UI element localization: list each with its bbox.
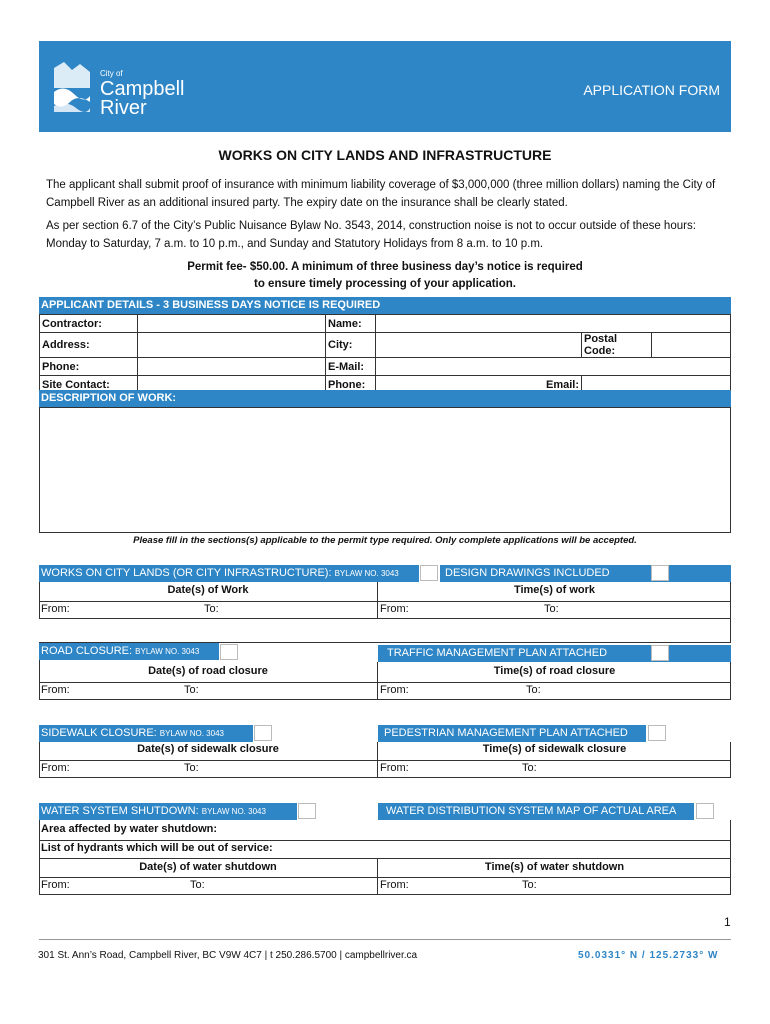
divider — [730, 742, 731, 778]
sidewalk-to-label: To: — [184, 762, 199, 774]
road-to-label: To: — [184, 684, 199, 696]
water-map-label: WATER DISTRIBUTION SYSTEM MAP OF ACTUAL AREA — [386, 805, 677, 817]
water-to-label: To: — [190, 879, 205, 891]
sidewalk-title: SIDEWALK CLOSURE: — [41, 727, 157, 739]
name-field[interactable] — [376, 315, 731, 333]
works-time-from-label: From: — [380, 603, 409, 615]
divider — [730, 820, 731, 895]
phone-label: Phone: — [40, 358, 138, 376]
applicant-details-heading: APPLICANT DETAILS - 3 BUSINESS DAYS NOTICE IS REQUIRED — [39, 297, 731, 314]
email-label: E-Mail: — [326, 358, 376, 376]
site-phone-label: Phone: — [326, 376, 376, 394]
address-field[interactable] — [138, 333, 326, 358]
permit-fee-line-1: Permit fee- $50.00. A minimum of three business day’s notice is required — [187, 261, 583, 273]
works-time-to-label: To: — [544, 603, 559, 615]
water-from-label: From: — [41, 879, 70, 891]
instructions-note: Please fill in the sections(s) applicable to the permit type required. Only complete applications will be accepted. — [133, 535, 637, 546]
divider — [730, 662, 731, 699]
sidewalk-dates-label: Date(s) of sidewalk closure — [137, 743, 279, 755]
divider — [730, 582, 731, 642]
divider — [39, 618, 731, 619]
divider — [39, 742, 40, 778]
water-map-heading — [378, 803, 694, 820]
campbell-river-logo-icon — [50, 58, 94, 116]
divider — [39, 877, 731, 878]
site-email-label: Email: — [545, 378, 579, 391]
works-dates-label: Date(s) of Work — [167, 584, 249, 596]
divider — [39, 858, 731, 859]
works-from-label: From: — [41, 603, 70, 615]
road-from-label: From: — [41, 684, 70, 696]
divider — [39, 760, 731, 761]
permit-fee-line-2: to ensure timely processing of your application. — [254, 278, 516, 290]
sidewalk-bylaw-checkbox-icon[interactable] — [254, 725, 272, 741]
divider — [39, 660, 40, 699]
divider — [377, 662, 378, 699]
water-title: WATER SYSTEM SHUTDOWN: — [41, 805, 199, 817]
traffic-plan-checkbox-icon[interactable] — [651, 645, 669, 661]
footer-divider — [39, 939, 731, 940]
pedestrian-plan-heading — [378, 725, 646, 742]
divider — [39, 699, 731, 700]
site-contact-label: Site Contact: — [40, 376, 138, 394]
water-area-label: Area affected by water shutdown: — [41, 823, 218, 835]
road-times-label: Time(s) of road closure — [493, 665, 616, 677]
water-map-checkbox-icon[interactable] — [696, 803, 714, 819]
design-drawings-heading — [440, 565, 731, 582]
works-bylaw: BYLAW NO. 3043 — [334, 569, 399, 578]
noise-paragraph: As per section 6.7 of the City’s Public Nuisance Bylaw No. 3543, 2014, construction noise is not to occur outside of these hours: Monday to Saturday, 7 a.m. to 10 p.m., and Sunday and Statutory Holidays from 8 a.m. to 10 p.m. — [46, 220, 696, 250]
traffic-plan-label: TRAFFIC MANAGEMENT PLAN ATTACHED — [387, 647, 608, 659]
water-section-heading — [39, 803, 297, 820]
page-number: 1 — [724, 915, 731, 929]
page-title: WORKS ON CITY LANDS AND INFRASTRUCTURE — [218, 147, 552, 163]
water-time-from-label: From: — [380, 879, 409, 891]
road-bylaw: BYLAW NO. 3043 — [135, 647, 200, 656]
works-times-label: Time(s) of work — [513, 584, 596, 596]
water-dates-label: Date(s) of water shutdown — [139, 861, 277, 873]
water-hydrants-label: List of hydrants which will be out of service: — [41, 842, 273, 854]
design-drawings-label: DESIGN DRAWINGS INCLUDED — [445, 567, 610, 579]
water-bylaw: BYLAW NO. 3043 — [201, 807, 266, 816]
divider — [39, 582, 40, 618]
footer-coordinates: 50.0331° N / 125.2733° W — [578, 950, 719, 961]
road-title: ROAD CLOSURE: — [41, 645, 133, 657]
email-field[interactable] — [376, 358, 731, 376]
road-bylaw-checkbox-icon[interactable] — [220, 644, 238, 660]
postal-code-field[interactable] — [652, 333, 731, 358]
postal-code-label: Postal Code: — [582, 333, 652, 358]
divider — [39, 601, 731, 602]
water-bylaw-checkbox-icon[interactable] — [298, 803, 316, 819]
description-field[interactable] — [39, 407, 731, 533]
insurance-paragraph: The applicant shall submit proof of insurance with minimum liability coverage of $3,000,000 (three million dollars) naming the City of Campbell River as an additional insured party. The expiry date on the insurance shall be clearly stated. — [46, 179, 716, 209]
logo-name: Campbell River — [100, 78, 185, 119]
sidewalk-section-heading — [39, 725, 253, 742]
city-label: City: — [326, 333, 376, 358]
pedestrian-plan-label: PEDESTRIAN MANAGEMENT PLAN ATTACHED — [384, 727, 628, 739]
logo-city-of: City of — [100, 69, 123, 78]
water-time-to-label: To: — [522, 879, 537, 891]
description-heading: DESCRIPTION OF WORK: — [39, 390, 731, 407]
contractor-label: Contractor: — [40, 315, 138, 333]
works-title: WORKS ON CITY LANDS (OR CITY INFRASTRUCTURE): — [41, 567, 332, 579]
sidewalk-from-label: From: — [41, 762, 70, 774]
works-section-heading — [39, 565, 419, 582]
sidewalk-time-to-label: To: — [522, 762, 537, 774]
address-label: Address: — [40, 333, 138, 358]
sidewalk-time-from-label: From: — [380, 762, 409, 774]
city-field[interactable] — [376, 333, 582, 358]
divider — [39, 777, 731, 778]
works-to-label: To: — [204, 603, 219, 615]
divider — [39, 820, 40, 895]
sidewalk-bylaw: BYLAW NO. 3043 — [159, 729, 224, 738]
works-bylaw-checkbox-icon[interactable] — [420, 565, 438, 581]
design-drawings-checkbox-icon[interactable] — [651, 565, 669, 581]
divider — [377, 858, 378, 895]
applicant-details-table — [39, 314, 731, 394]
sidewalk-times-label: Time(s) of sidewalk closure — [482, 743, 627, 755]
road-time-to-label: To: — [526, 684, 541, 696]
water-times-label: Time(s) of water shutdown — [484, 861, 625, 873]
name-label: Name: — [326, 315, 376, 333]
divider — [39, 840, 731, 841]
footer-address: 301 St. Ann’s Road, Campbell River, BC V9W 4C7 | t 250.286.5700 | campbellriver.ca — [38, 950, 418, 961]
divider — [39, 894, 731, 895]
divider — [377, 582, 378, 618]
road-section-heading — [39, 643, 219, 660]
divider — [39, 682, 731, 683]
road-dates-label: Date(s) of road closure — [148, 665, 268, 677]
pedestrian-plan-checkbox-icon[interactable] — [648, 725, 666, 741]
road-time-from-label: From: — [380, 684, 409, 696]
divider — [377, 742, 378, 778]
traffic-plan-heading — [378, 645, 731, 662]
form-label: APPLICATION FORM — [583, 82, 720, 98]
contractor-field[interactable] — [138, 315, 326, 333]
phone-field[interactable] — [138, 358, 326, 376]
